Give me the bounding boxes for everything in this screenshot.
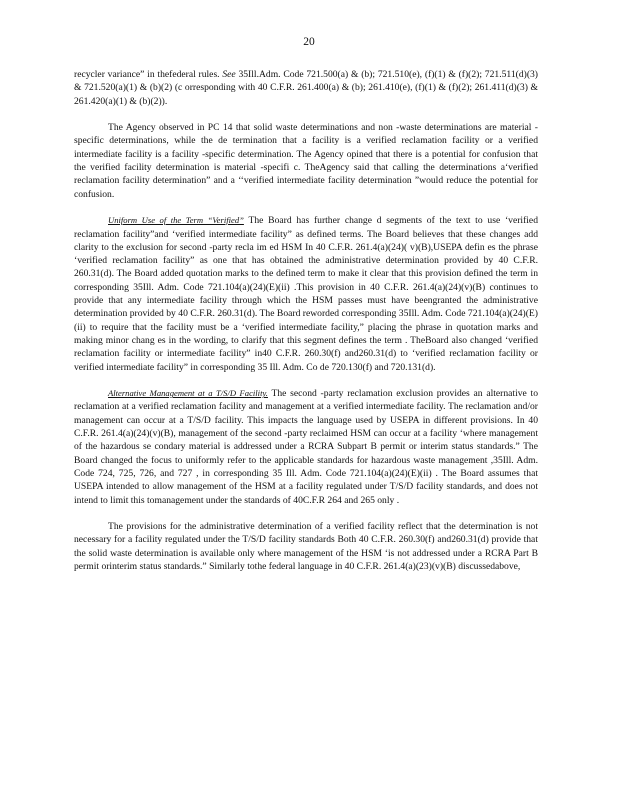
paragraph-uniform-use-verified xyxy=(74,214,538,374)
page-number: 20 xyxy=(303,36,315,48)
paragraph-text: The second -party reclamation exclusion provides an alternative to reclamation at a verified reclamation facility and management at a verified intermediate facility. The reclamation and/or management can occur at a T/S/D facility. This impacts the language used by USEPA in different provisions. In 40 C.F.R. 261.4(a)(24)(v)(B), management of the second -party reclaimed HSM can occur at a facility ‘where management of the hazardous se condary material is addressed under a RCRA Subpart B permit or interim status standards.” The Board changed the focus to uniformly refer to the applicable standards for hazardous waste management ,35Ill. Adm. Code 724, 725, 726, and 727 , in corresponding 35 Ill. Adm. Code 721.104(a)(24)(E)(ii) . The Board assumes that USEPA intended to allow management of the HSM at a facility regulated under T/S/D facility standards, and does not intend to limit this tomanagement under the standards of 40C.F.R 264 and 265 only . xyxy=(74,388,538,506)
document-body xyxy=(74,68,538,587)
paragraph-text: The Board has further change d segments of the text to use ‘verified reclamation facility”and ‘verified intermediate facility” as defined terms. The Board believes that these changes add clarity to the exclusion for second -party recla im ed HSM In 40 C.F.R. 261.4(a)(24)( v)(B),USEPA defin es the phrase ‘verified reclamation facility” as one that has obtained the administrative determination provided by 40 C.F.R. 260.31(d). The Board added quotation marks to the defined term to make it clear that this provision defined the term in corresponding 35Ill. Adm. Code 721.104(a)(24)(E)(ii) .This provision in 40 C.F.R. 261.4(a)(24)(v)(B) continues to provide that any intermediate facility through which the HSM passes must have beengranted the administrative determination provided by 40 C.F.R. 260.31(d). The Board reworded corresponding 35Ill. Adm. Code 721.104(a)(24)(E)(ii) to require that the facility must be a ‘verified intermediate facility,” placing the phrase in quotation marks and making minor chang es in the wording, to clarify that this segment defines the term . TheBoard also changed ‘verified reclamation facility or intermediate facility” in40 C.F.R. 260.30(f) and260.31(d) to ‘verified reclamation facility or verified intermediate facility” in corresponding 35 Ill. Adm. Co de 720.130(f) and 720.131(d). xyxy=(74,215,538,373)
paragraph-agency-observed xyxy=(74,121,538,201)
citation-signal-see: See xyxy=(222,69,236,80)
paragraph-recycler-variance xyxy=(74,68,538,108)
section-heading-alternative-management: Alternative Management at a T/S/D Facility. xyxy=(108,388,268,399)
paragraph-text: The Agency observed in PC 14 that solid waste determinations and non -waste determinations are material - specific determinations, while the de termination that a facility is a verified reclamation facility or a verified intermediate facility is a facility -specific determination. The Agency opined that there is a potential for confusion that the verified facility determination is material -specifi c. TheAgency said that calling the determinations a‘verified reclamation facility determination” and a ‘‘verified intermediate facility determination ”would reduce the potential for confusion. xyxy=(74,122,538,200)
paragraph-text: The provisions for the administrative determination of a verified facility reflect that the determination is not necessary for a facility regulated under the T/S/D facility standards Both 40 C.F.R. 260.30(f) and260.31(d) provide that the solid waste determination is available only where management of the HSM ‘is not addressed under a RCRA Part B permit orinterim status standards.” Similarly tothe federal language in 40 C.F.R. 261.4(a)(23)(v)(B) discussedabove, xyxy=(74,521,538,572)
paragraph-text-post: 35Ill.Adm. Code 721.500(a) & (b); 721.510(e), (f)(1) & (f)(2); 721.511(d)(3) & 721.520(a)(1) & (b)(2) (c orresponding with 40 C.F.R. 261.400(a) & (b); 261.410(e), (f)(1) & (f)(2); 261.411(d)(3) & 261.420(a)(1) & (b)(2)). xyxy=(74,69,538,107)
section-heading-uniform-use: Uniform Use of the Term “Verified” xyxy=(108,215,244,226)
paragraph-text-pre: recycler variance” in thefederal rules. xyxy=(74,69,223,80)
paragraph-alternative-management xyxy=(74,387,538,507)
paragraph-administrative-determination xyxy=(74,520,538,573)
